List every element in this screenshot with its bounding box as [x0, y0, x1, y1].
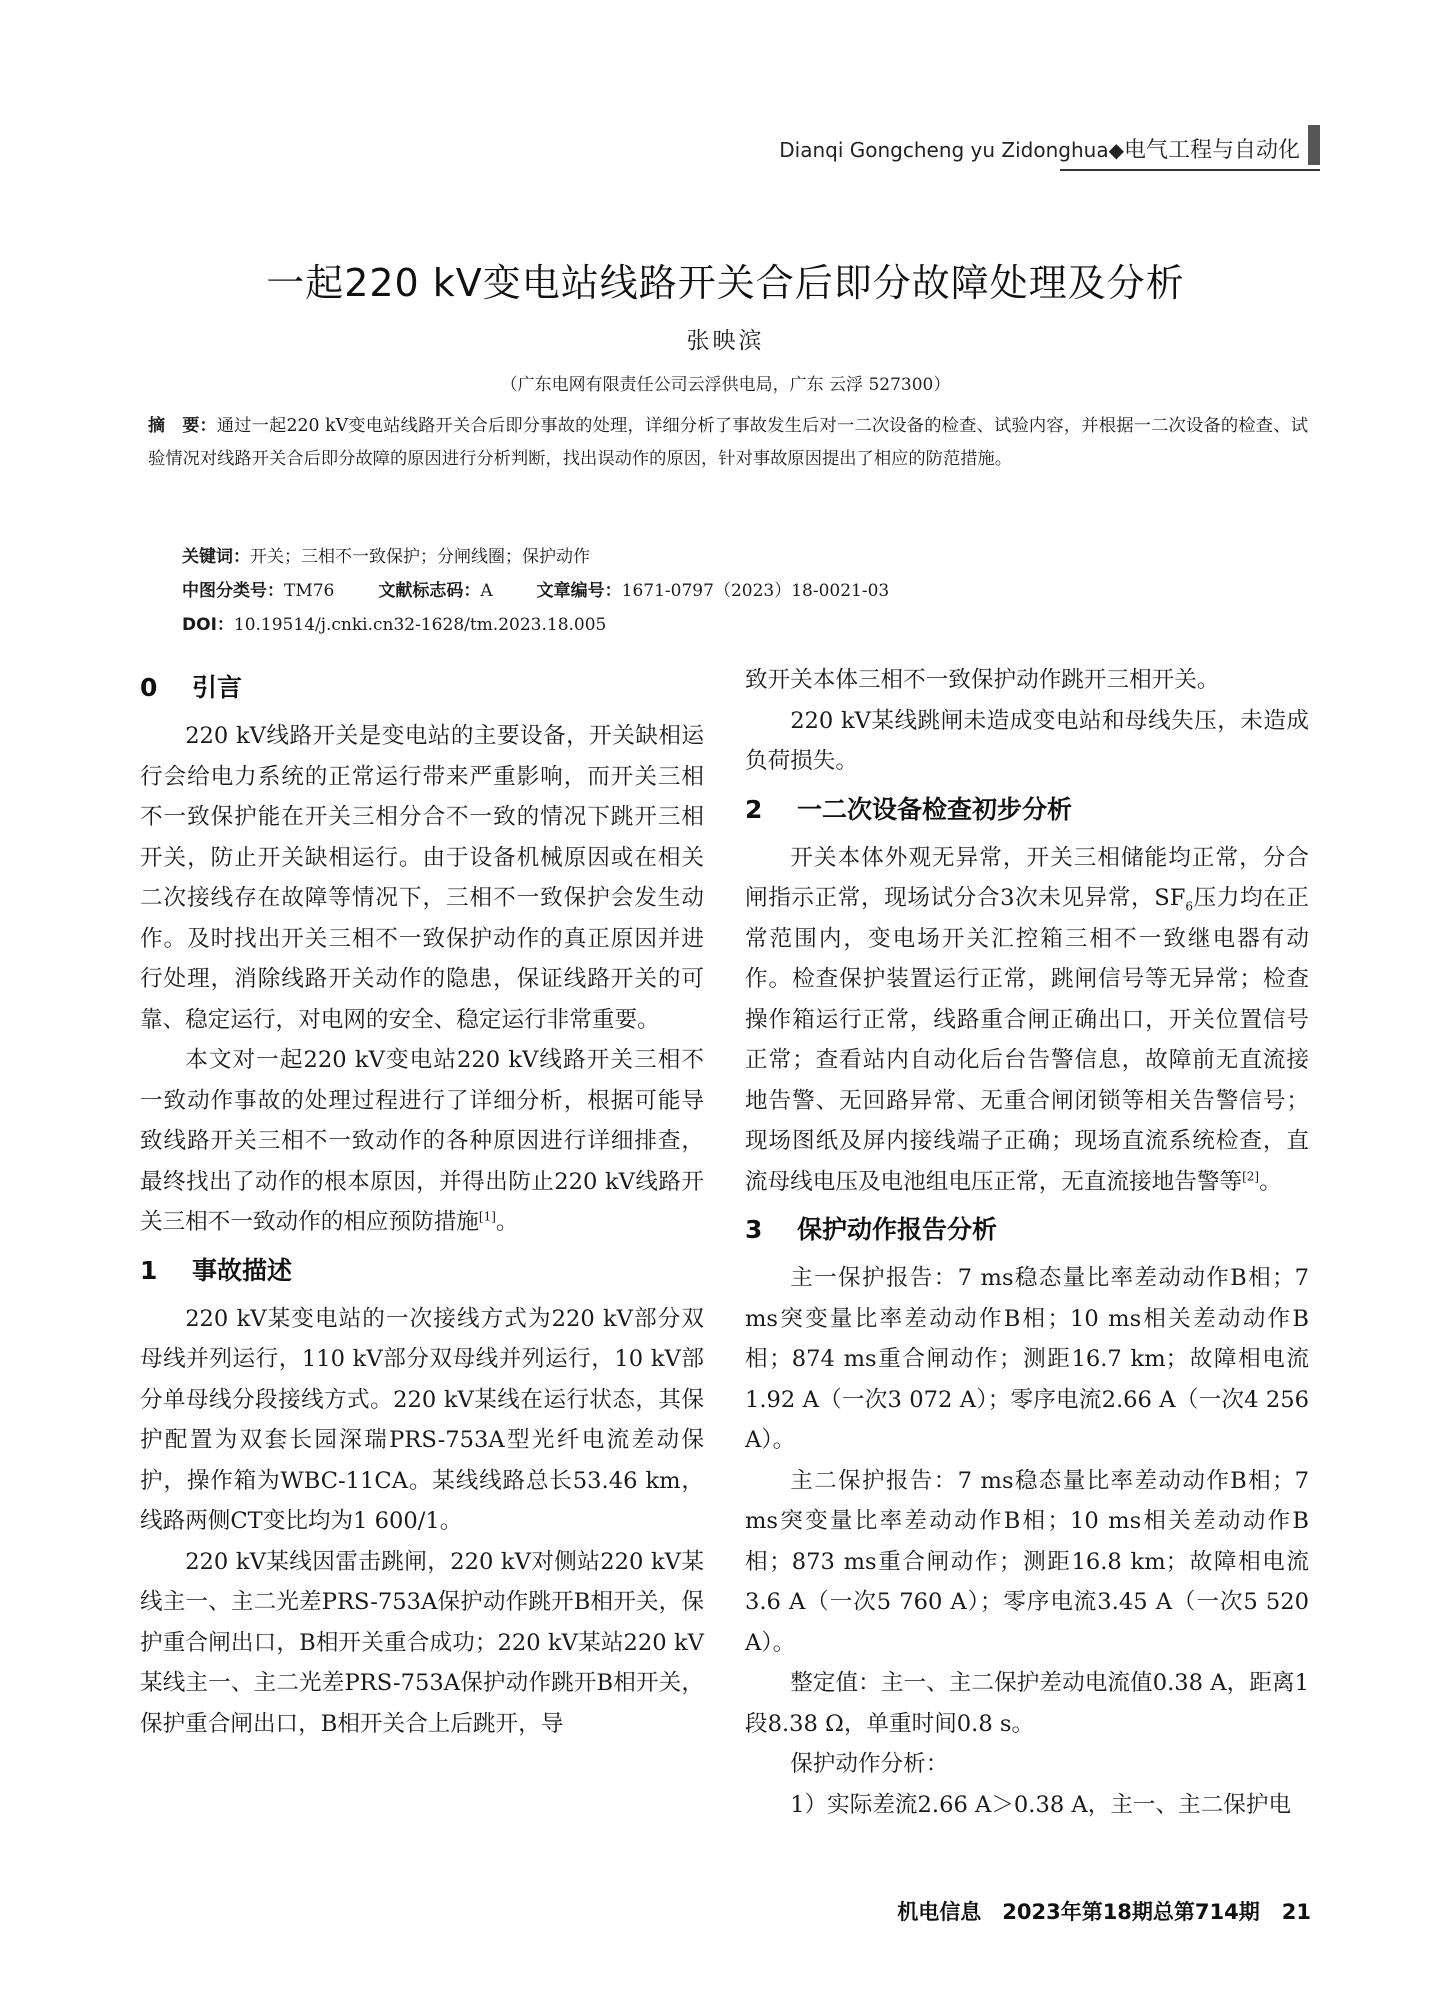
paragraph: 220 kV某线因雷击跳闸，220 kV对侧站220 kV某线主一、主二光差PRS-753A保护动作跳开B相开关，保护重合闸出口，B相开关重合成功；220 kV某站220 kV某线主一、主二光差PRS-753A保护动作跳开B相开关，保护重合闸出口，B相开关合上后跳开，导 [140, 1548, 704, 1737]
clc-label: 中图分类号： [182, 581, 284, 601]
paragraph-text: 开关本体外观无异常，开关三相储能均正常，分合闸指示正常，现场试分合3次未见异常，SF [745, 844, 1309, 911]
page-number: 21 [1281, 1900, 1311, 1924]
paragraph: 主一保护报告：7 ms稳态量比率差动动作B相；7 ms突变量比率差动动作B相；10 ms相关差动动作B相；874 ms重合闸动作；测距16.7 km；故障相电流1.92 A（一次3 072 A）；零序电流2.66 A（一次4 256 A）。 [745, 1265, 1309, 1453]
paragraph: 1）实际差流2.66 A＞0.38 A，主一、主二保护电 [790, 1791, 1292, 1818]
paragraph: 保护动作分析： [790, 1751, 949, 1777]
doc-code-value: A [480, 581, 493, 601]
paragraph-end: 。 [495, 1209, 519, 1235]
section-heading-2 [745, 790, 1309, 830]
clc-value: TM76 [284, 581, 335, 601]
section-title: 引言 [192, 673, 243, 702]
journal-issue: 机电信息 2023年第18期总第714期 [897, 1900, 1260, 1924]
paragraph-continuation: 致开关本体三相不一致保护动作跳开三相开关。 [745, 667, 1220, 693]
paragraph: 220 kV某变电站的一次接线方式为220 kV部分双母线并列运行，110 kV部分双母线并列运行，10 kV部分单母线分段接线方式。220 kV某线在运行状态，其保护配置为双套长园深瑞PRS-753A型光纤电流差动保护，操作箱为WBC-11CA。某线线路总长53.46 km，线路两侧CT变比均为1 600/1。 [140, 1305, 704, 1534]
paragraph-text: 压力均在正常范围内，变电场开关汇控箱三相不一致继电器有动作。检查保护装置运行正常，跳闸信号等无异常；检查操作箱运行正常，线路重合闸正确出口，开关位置信号正常；查看站内自动化后台告警信息，故障前无直流接地告警、无回路异常、无重合闸闭锁等相关告警信号；现场图纸及屏内接线端子正确；现场直流系统检查，直流母线电压及电池组电压正常，无直流接地告警等 [745, 885, 1310, 1195]
paragraph [745, 838, 1309, 1203]
section-heading-3 [745, 1210, 1309, 1250]
paragraph: 主二保护报告：7 ms稳态量比率差动动作B相；7 ms突变量比率差动动作B相；10 ms相关差动动作B相；873 ms重合闸动作；测距16.8 km；故障相电流3.6 A（一次5 760 A）；零序电流3.45 A（一次5 520 A）。 [745, 1467, 1309, 1656]
right-column [745, 660, 1309, 1825]
paragraph-text: 本文对一起220 kV变电站220 kV线路开关三相不一致动作事故的处理过程进行了详细分析，根据可能导致线路开关三相不一致动作的各种原因进行详细排查，最终找出了动作的根本原因，并得出防止220 kV线路开关三相不一致动作的相应预防措施 [140, 1047, 704, 1235]
paragraph: 220 kV某线跳闸未造成变电站和母线失压，未造成负荷损失。 [745, 707, 1309, 774]
doi-label: DOI： [182, 615, 234, 635]
doi-line [182, 610, 606, 635]
paragraph-end: 。 [1259, 1168, 1282, 1195]
journal-chinese-name: 电气工程与自动化 [1123, 138, 1300, 163]
header-bar-mark [1308, 125, 1320, 165]
keywords-label: 关键词： [182, 547, 250, 567]
section-heading-0 [140, 668, 704, 708]
classification-line [182, 576, 889, 601]
left-column [140, 660, 704, 1744]
paragraph [140, 1040, 704, 1243]
diamond-icon: ◆ [1108, 138, 1124, 162]
page-footer [897, 1896, 1311, 1926]
section-title: 一二次设备检查初步分析 [797, 794, 1073, 824]
running-header [760, 125, 1320, 173]
abstract-label: 摘 要： [148, 416, 217, 436]
doc-code-label: 文献标志码： [378, 581, 481, 601]
paragraph: 整定值：主一、主二保护差动电流值0.38 A，距离1段8.38 Ω，单重时间0.8 s。 [745, 1670, 1309, 1737]
article-no-label: 文章编号： [536, 581, 622, 601]
journal-header-text [779, 133, 1300, 164]
abstract [148, 410, 1308, 476]
section-number: 3 [745, 1215, 763, 1244]
paper-title: 一起220 kV变电站线路开关合后即分故障处理及分析 [266, 261, 1185, 305]
section-heading-1 [140, 1251, 704, 1291]
abstract-text: 通过一起220 kV变电站线路开关合后即分事故的处理，详细分析了事故发生后对一二次设备的检查、试验内容，并根据一二次设备的检查、试验情况对线路开关合后即分故障的原因进行分析判断，找出误动作的原因，针对事故原因提出了相应的防范措施。 [148, 416, 1308, 469]
journal-latin-name: Dianqi Gongcheng yu Zidonghua [779, 138, 1109, 162]
keywords-text: 开关；三相不一致保护；分闸线圈；保护动作 [250, 547, 590, 567]
author-name: 张映滨 [686, 328, 765, 354]
section-title: 保护动作报告分析 [797, 1215, 998, 1244]
author-affiliation: （广东电网有限责任公司云浮供电局，广东 云浮 527300） [500, 375, 951, 395]
paragraph: 220 kV线路开关是变电站的主要设备，开关缺相运行会给电力系统的正常运行带来严重影响，而开关三相不一致保护能在开关三相分合不一致的情况下跳开三相开关，防止开关缺相运行。由于设备机械原因或在相关二次接线存在故障等情况下，三相不一致保护会发生动作。及时找出开关三相不一致保护动作的真正原因并进行处理，消除线路开关动作的隐患，保证线路开关的可靠、稳定运行，对电网的安全、稳定运行非常重要。 [140, 723, 704, 1033]
article-no-value: 1671-0797（2023）18-0021-03 [621, 581, 890, 601]
subscript: 6 [1185, 899, 1194, 914]
keywords-line [182, 542, 590, 567]
section-title: 事故描述 [192, 1255, 293, 1285]
citation-ref: [1] [478, 1209, 496, 1224]
section-number: 1 [140, 1255, 158, 1285]
section-number: 2 [745, 794, 763, 824]
section-number: 0 [140, 673, 158, 702]
doi-value: 10.19514/j.cnki.cn32-1628/tm.2023.18.005 [233, 615, 607, 635]
citation-ref: [2] [1242, 1168, 1260, 1183]
header-rule [1060, 169, 1320, 171]
